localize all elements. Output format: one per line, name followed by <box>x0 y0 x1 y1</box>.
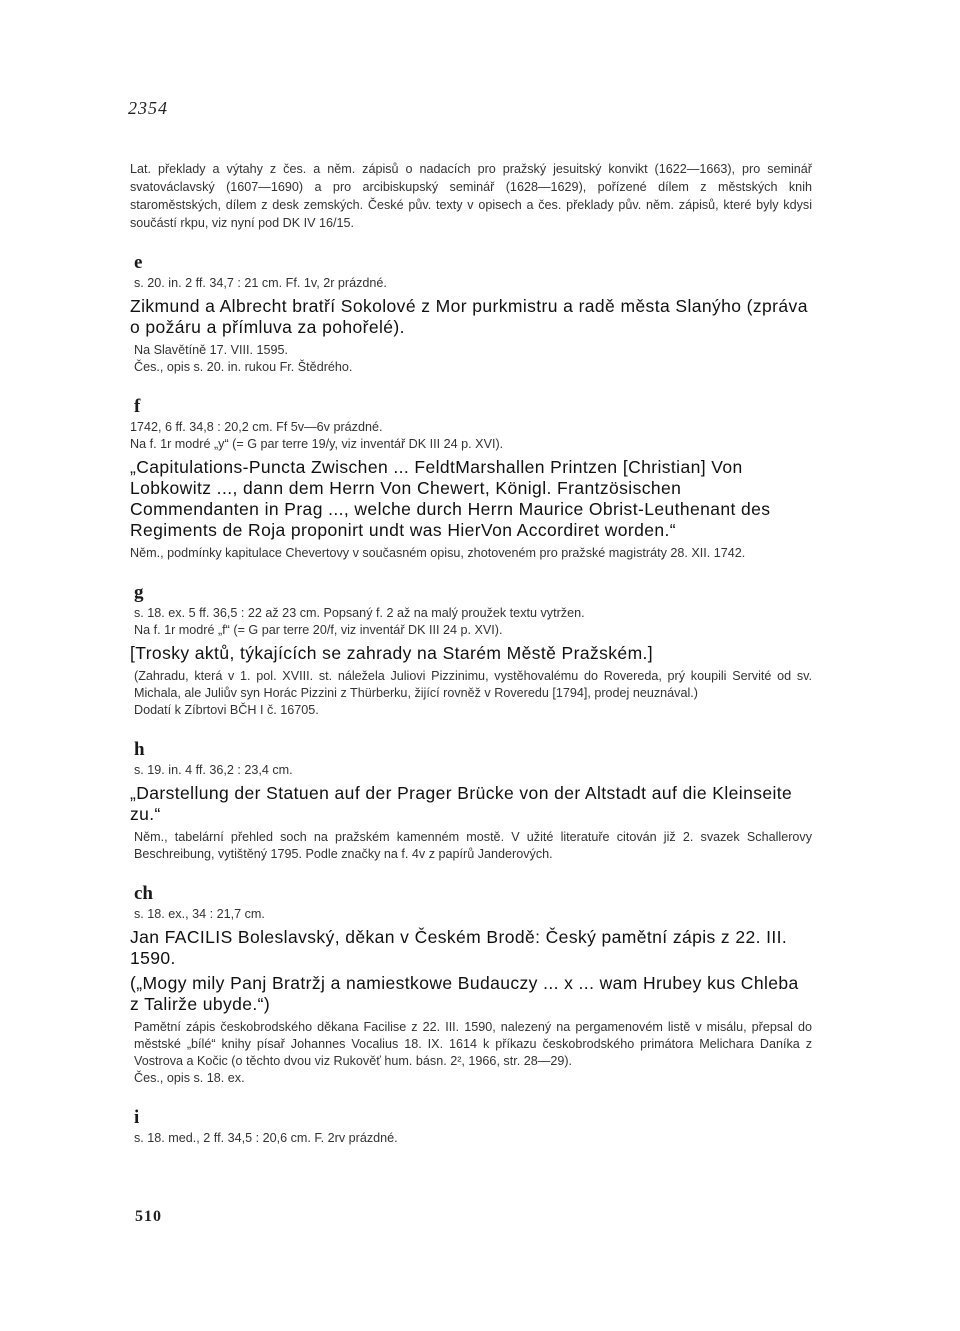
entry-meta: 1742, 6 ff. 34,8 : 20,2 cm. Ff 5v—6v prázdné. <box>130 420 383 434</box>
entry-title: „Capitulations-Puncta Zwischen ... FeldtMarshallen Printzen [Christian] Von Lobkowitz ..., dann dem Herrn Von Chewert, Königl. Frantzösischen Commendanten in Prag ..., welche durch Herrn Maurice Obrist-Leuthenant des Regiments de Roja proponirt undt was HierVon Accordiret worden.“ <box>130 457 771 540</box>
entry-meta: Na f. 1r modré „y“ (= G par terre 19/y, viz inventář DK III 24 p. XVI). <box>130 437 504 451</box>
entry-note: Dodatí k Zíbrtovi BČH I č. 16705. <box>134 703 319 717</box>
entry-letter: e <box>134 252 143 273</box>
entry-letter: i <box>134 1107 140 1128</box>
entry-f <box>130 396 812 562</box>
entry-e <box>130 252 812 376</box>
entry-meta: s. 18. ex., 34 : 21,7 cm. <box>134 907 265 921</box>
entry-note: (Zahradu, která v 1. pol. XVIII. st. náležela Juliovi Pizzinimu, vystěhovalému do Rovereda, prý koupili Servité od sv. Michala, ale Juliův syn Horác Pizzini z Thürberku, žijící rovněž v Roveredu [1794], prodej neuznával.) <box>134 669 812 700</box>
footer-page-number: 510 <box>135 1208 162 1225</box>
entry-title: „Darstellung der Statuen auf der Prager Brücke von der Altstadt auf die Kleinseite zu.“ <box>130 783 793 824</box>
entry-meta: s. 20. in. 2 ff. 34,7 : 21 cm. Ff. 1v, 2r prázdné. <box>134 276 387 290</box>
entry-note: Čes., opis s. 18. ex. <box>134 1071 245 1085</box>
entry-title: Zikmund a Albrecht bratří Sokolové z Mor purkmistru a radě města Slanýho (zpráva o požáru a přímluva za pohořelé). <box>130 296 808 337</box>
entry-ch <box>130 883 812 1087</box>
entry-title: Jan FACILIS Boleslavský, děkan v Českém Brodě: Český pamětní zápis z 22. III. 1590. <box>130 927 788 968</box>
entry-title: [Trosky aktů, týkajících se zahrady na Starém Městě Pražském.] <box>130 643 654 663</box>
entry-note: Čes., opis s. 20. in. rukou Fr. Štědrého. <box>134 360 353 374</box>
entry-meta: s. 18. med., 2 ff. 34,5 : 20,6 cm. F. 2rv prázdné. <box>134 1131 398 1145</box>
catalog-content <box>130 160 812 1147</box>
entry-letter: ch <box>134 883 153 904</box>
entry-i <box>130 1107 812 1147</box>
page-number: 2354 <box>128 98 168 118</box>
entry-subtitle: („Mogy mily Panj Bratržj a namiestkowe Budauczy ... x ... wam Hrubey kus Chleba z Talirže ubyde.“) <box>130 973 799 1014</box>
entry-letter: h <box>134 739 145 760</box>
entry-meta: s. 19. in. 4 ff. 36,2 : 23,4 cm. <box>134 763 293 777</box>
entry-meta: Na f. 1r modré „f“ (= G par terre 20/f, viz inventář DK III 24 p. XVI). <box>134 623 503 637</box>
entry-note: Něm., podmínky kapitulace Chevertovy v současném opisu, zhotoveném pro pražské magistráty 28. XII. 1742. <box>130 546 746 560</box>
entry-note: Něm., tabelární přehled soch na pražském kamenném mostě. V užité literatuře citován již 2. svazek Schallerovy Beschreibung, vytištěný 1795. Podle značky na f. 4v z papírů Janderových. <box>134 830 812 861</box>
entry-h <box>130 739 812 863</box>
entry-letter: g <box>134 582 144 603</box>
intro-paragraph: Lat. překlady a výtahy z čes. a něm. zápisů o nadacích pro pražský jesuitský konvikt (1622—1663), pro seminář svatováclavský (1607—1690) a pro arcibiskupský seminář (1628—1629), pořízené dílem z městských knih staroměstských, dílem z desk zemských. České pův. texty v opisech a čes. překlady pův. něm. zápisů, které byly kdysi součástí rkpu, viz nyní pod DK IV 16/15. <box>130 162 812 230</box>
entry-letter: f <box>134 396 141 417</box>
entry-note: Na Slavětíně 17. VIII. 1595. <box>134 343 289 357</box>
entry-g <box>130 582 812 719</box>
entry-meta: s. 18. ex. 5 ff. 36,5 : 22 až 23 cm. Popsaný f. 2 až na malý proužek textu vytržen. <box>134 606 585 620</box>
entry-note: Pamětní zápis českobrodského děkana Facilise z 22. III. 1590, nalezený na pergamenovém listě v misálu, přepsal do městské „bílé“ knihy písař Johannes Vocalius 18. IX. 1614 k příkazu českobrodského primátora Melichara Daníka z Vostrova a Kočic (o těchto dvou viz Rukověť hum. básn. 2², 1966, str. 28—29). <box>134 1020 812 1068</box>
